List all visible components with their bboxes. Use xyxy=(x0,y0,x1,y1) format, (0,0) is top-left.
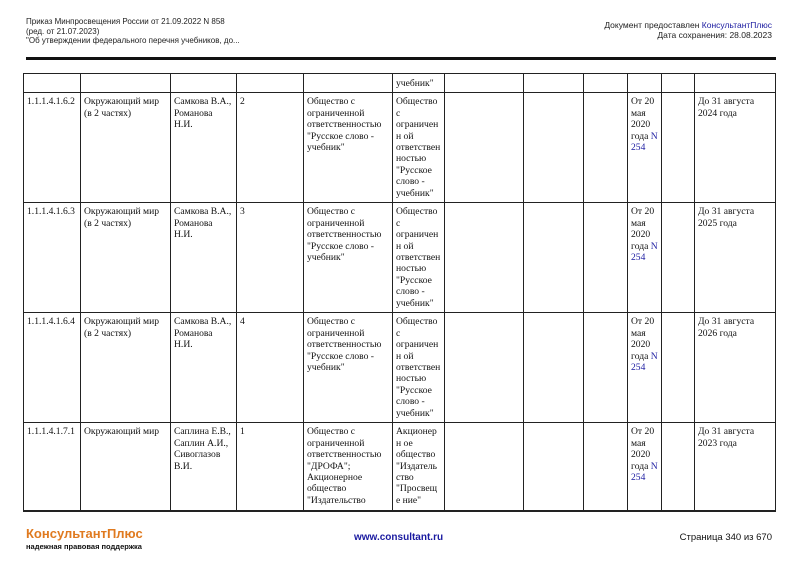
order-number-link[interactable]: N 254 xyxy=(631,240,658,264)
publisher-alt: Акционерн ое общество "Издатель ство "Просвеще ние" xyxy=(393,423,445,511)
publisher-alt: Общество с ограниченн ой ответствен ностью "Русское слово - учебник" xyxy=(393,93,445,203)
header-line: (ред. от 21.07.2023) xyxy=(26,26,100,36)
grade: 2 xyxy=(237,93,304,203)
table-row xyxy=(24,203,776,313)
header-line: "Об утверждении федерального перечня учебников, до... xyxy=(26,36,240,45)
header-line: Приказ Минпросвещения России от 21.09.2022 N 858 xyxy=(26,17,225,26)
table-row xyxy=(24,423,776,511)
authors: Самкова В.А., Романова Н.И. xyxy=(171,313,237,423)
authors: Саплина Е.В., Саплин А.И., Сивоглазов В.И. xyxy=(171,423,237,511)
valid-until: До 31 августа 2026 года xyxy=(695,313,776,423)
grade: 3 xyxy=(237,203,304,313)
grade: 4 xyxy=(237,313,304,423)
textbook-code: 1.1.1.4.1.6.3 xyxy=(24,203,81,313)
order-ref xyxy=(628,423,662,511)
table-cell xyxy=(584,74,628,93)
subject-name: Окружающий мир (в 2 частях) xyxy=(81,313,171,423)
empty-cell xyxy=(445,203,524,313)
subject-name: Окружающий мир xyxy=(81,423,171,511)
order-number-link[interactable]: N 254 xyxy=(631,460,658,484)
save-date: Дата сохранения: 28.08.2023 xyxy=(657,30,772,40)
textbook-code: 1.1.1.4.1.6.2 xyxy=(24,93,81,203)
publisher: Общество с ограниченной ответственностью "Русское слово - учебник" xyxy=(304,93,393,203)
empty-cell xyxy=(584,203,628,313)
order-number-link[interactable]: N 254 xyxy=(631,350,658,374)
empty-cell xyxy=(662,423,695,511)
document-header xyxy=(26,17,240,46)
authors: Самкова В.А., Романова Н.И. xyxy=(171,93,237,203)
empty-cell xyxy=(445,93,524,203)
subject-name: Окружающий мир (в 2 частях) xyxy=(81,93,171,203)
empty-cell xyxy=(584,313,628,423)
subject-name: Окружающий мир (в 2 частях) xyxy=(81,203,171,313)
table-cell xyxy=(304,74,393,93)
textbook-code: 1.1.1.4.1.6.4 xyxy=(24,313,81,423)
empty-cell xyxy=(524,423,584,511)
valid-until: До 31 августа 2023 года xyxy=(695,423,776,511)
order-date: От 20 мая 2020 года xyxy=(631,96,655,142)
table-row xyxy=(24,93,776,203)
provided-by-label: Документ предоставлен xyxy=(604,20,702,30)
valid-until: До 31 августа 2024 года xyxy=(695,93,776,203)
table-cell xyxy=(445,74,524,93)
table-cell xyxy=(81,74,171,93)
order-ref xyxy=(628,93,662,203)
publisher: Общество с ограниченной ответственностью "Русское слово - учебник" xyxy=(304,313,393,423)
empty-cell xyxy=(524,203,584,313)
website-link[interactable]: www.consultant.ru xyxy=(354,532,444,543)
empty-cell xyxy=(524,93,584,203)
table-cell xyxy=(524,74,584,93)
empty-cell xyxy=(662,313,695,423)
empty-cell xyxy=(662,93,695,203)
logo-tagline: надежная правовая поддержка xyxy=(26,542,142,551)
table-cell xyxy=(628,74,662,93)
textbook-code: 1.1.1.4.1.7.1 xyxy=(24,423,81,511)
table-cell xyxy=(171,74,237,93)
empty-cell xyxy=(662,203,695,313)
order-ref xyxy=(628,203,662,313)
table-row xyxy=(24,313,776,423)
grade: 1 xyxy=(237,423,304,511)
order-number-link[interactable]: N 254 xyxy=(631,130,658,154)
provider-info xyxy=(604,20,772,40)
table-cell xyxy=(695,74,776,93)
page-counter: Страница 340 из 670 xyxy=(679,532,772,543)
empty-cell xyxy=(584,93,628,203)
order-date: От 20 мая 2020 года xyxy=(631,206,655,252)
table-cell: учебник" xyxy=(393,74,445,93)
order-date: От 20 мая 2020 года xyxy=(631,426,655,472)
header-divider xyxy=(26,57,776,60)
provider-brand-link[interactable]: КонсультантПлюс xyxy=(701,20,772,30)
table-cell xyxy=(662,74,695,93)
publisher-alt: Общество с ограниченн ой ответствен ностью "Русское слово - учебник" xyxy=(393,313,445,423)
consultant-logo: КонсультантПлюс xyxy=(26,526,143,541)
order-date: От 20 мая 2020 года xyxy=(631,316,655,362)
empty-cell xyxy=(584,423,628,511)
publisher: Общество с ограниченной ответственностью "ДРОФА"; Акционерное общество "Издательство xyxy=(304,423,393,511)
empty-cell xyxy=(445,423,524,511)
authors: Самкова В.А., Романова Н.И. xyxy=(171,203,237,313)
table-row xyxy=(24,74,776,93)
empty-cell xyxy=(445,313,524,423)
table-cell xyxy=(24,74,81,93)
order-ref xyxy=(628,313,662,423)
table-cell xyxy=(237,74,304,93)
valid-until: До 31 августа 2025 года xyxy=(695,203,776,313)
publisher: Общество с ограниченной ответственностью "Русское слово - учебник" xyxy=(304,203,393,313)
publisher-alt: Общество с ограниченн ой ответствен ностью "Русское слово - учебник" xyxy=(393,203,445,313)
empty-cell xyxy=(524,313,584,423)
textbook-table xyxy=(23,73,776,512)
